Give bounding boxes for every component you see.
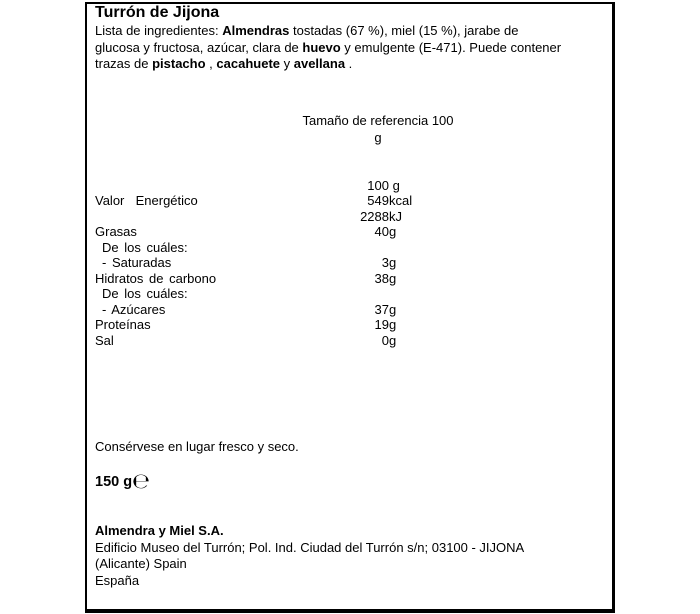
nutrition-unit: g xyxy=(389,177,400,193)
nutrition-label: - Saturadas xyxy=(102,255,172,270)
nutrition-value: 38 xyxy=(374,270,389,286)
manufacturer-address-line1: Edificio Museo del Turrón; Pol. Ind. Ciudad del Turrón s/n; 03100 - JIJONA xyxy=(95,539,525,555)
nutrition-value: 19 xyxy=(374,317,389,332)
nutrition-value: 100 xyxy=(367,177,389,193)
nutrition-row-carbohydrate xyxy=(87,271,612,287)
manufacturer-name: Almendra y Miel S.A. xyxy=(95,523,224,538)
nutrition-row-of-which-carbs xyxy=(87,286,612,302)
ingredients-text: . xyxy=(345,56,353,71)
nutrition-value: 2288 xyxy=(360,208,389,224)
ingredients-text: glucosa y fructosa, azúcar, clara de xyxy=(95,39,303,55)
nutrition-value: 3 xyxy=(381,255,389,270)
nutrition-row-of-which-fat xyxy=(87,240,612,256)
nutrition-label: Sal xyxy=(95,332,114,348)
manufacturer-block xyxy=(95,523,524,589)
ingredient-allergen: pistacho xyxy=(152,56,206,71)
ingredient-allergen: huevo xyxy=(302,39,341,55)
nutrition-row-energy-kj xyxy=(87,209,612,225)
net-weight-amount: 150 g xyxy=(95,474,133,490)
storage-instructions: Consérvese en lugar fresco y seco. xyxy=(95,439,299,454)
nutrition-row-header xyxy=(87,178,612,194)
nutrition-label: De los cuáles: xyxy=(102,239,188,255)
nutrition-unit: g xyxy=(389,224,397,239)
serving-reference xyxy=(278,112,478,146)
net-weight xyxy=(95,470,150,493)
nutrition-label: De los cuáles: xyxy=(102,286,188,301)
nutrition-row-protein xyxy=(87,317,612,333)
label-border-box xyxy=(85,2,615,613)
ingredients-line xyxy=(95,40,561,57)
nutrition-unit: g xyxy=(389,317,397,332)
nutrition-unit: g xyxy=(389,301,397,317)
manufacturer-country: España xyxy=(95,572,140,588)
ingredient-allergen: avellana xyxy=(293,56,346,71)
nutrition-row-energy-kcal xyxy=(87,193,612,209)
nutrition-row-salt xyxy=(87,333,612,349)
serving-reference-line2: g xyxy=(374,130,382,145)
nutrition-unit: kcal xyxy=(389,193,413,208)
ingredients-text: y emulgente (E-471). Puede contener xyxy=(340,39,562,55)
nutrition-label: Proteínas xyxy=(95,317,151,332)
product-title: Turrón de Jijona xyxy=(95,4,220,21)
ingredients-paragraph xyxy=(95,23,561,73)
ingredient-allergen: cacahuete xyxy=(216,56,280,71)
nutrition-unit: g xyxy=(389,270,397,286)
manufacturer-address-line2: (Alicante) Spain xyxy=(95,556,187,571)
estimated-sign-icon: ℮ xyxy=(132,469,151,493)
ingredients-text: , xyxy=(205,56,217,71)
serving-reference-line1: Tamaño de referencia 100 xyxy=(302,113,454,128)
nutrition-value: 0 xyxy=(381,332,389,348)
nutrition-unit: kJ xyxy=(389,208,402,224)
nutrition-row-sugars xyxy=(87,302,612,318)
nutrition-value: 549 xyxy=(367,193,389,208)
ingredient-allergen: Almendras xyxy=(222,23,290,38)
ingredients-text: trazas de xyxy=(95,56,153,71)
ingredients-text: y xyxy=(280,56,294,71)
ingredients-line xyxy=(95,56,561,73)
nutrition-value: 40 xyxy=(374,224,389,239)
ingredients-text: Lista de ingredientes: xyxy=(95,23,223,38)
nutrition-label: Valor Energético xyxy=(95,193,198,208)
nutrition-label: Hidratos de carbono xyxy=(95,270,217,286)
nutrition-unit: g xyxy=(389,332,397,348)
nutrition-row-fat xyxy=(87,224,612,240)
ingredients-line xyxy=(95,23,561,40)
ingredients-text: tostadas (67 %), miel (15 %), jarabe de xyxy=(289,23,519,38)
nutrition-label: - Azúcares xyxy=(102,301,166,317)
nutrition-unit: g xyxy=(389,255,397,270)
nutrition-label: Grasas xyxy=(95,224,137,239)
nutrition-value: 37 xyxy=(374,301,389,317)
nutrition-row-saturates xyxy=(87,255,612,271)
